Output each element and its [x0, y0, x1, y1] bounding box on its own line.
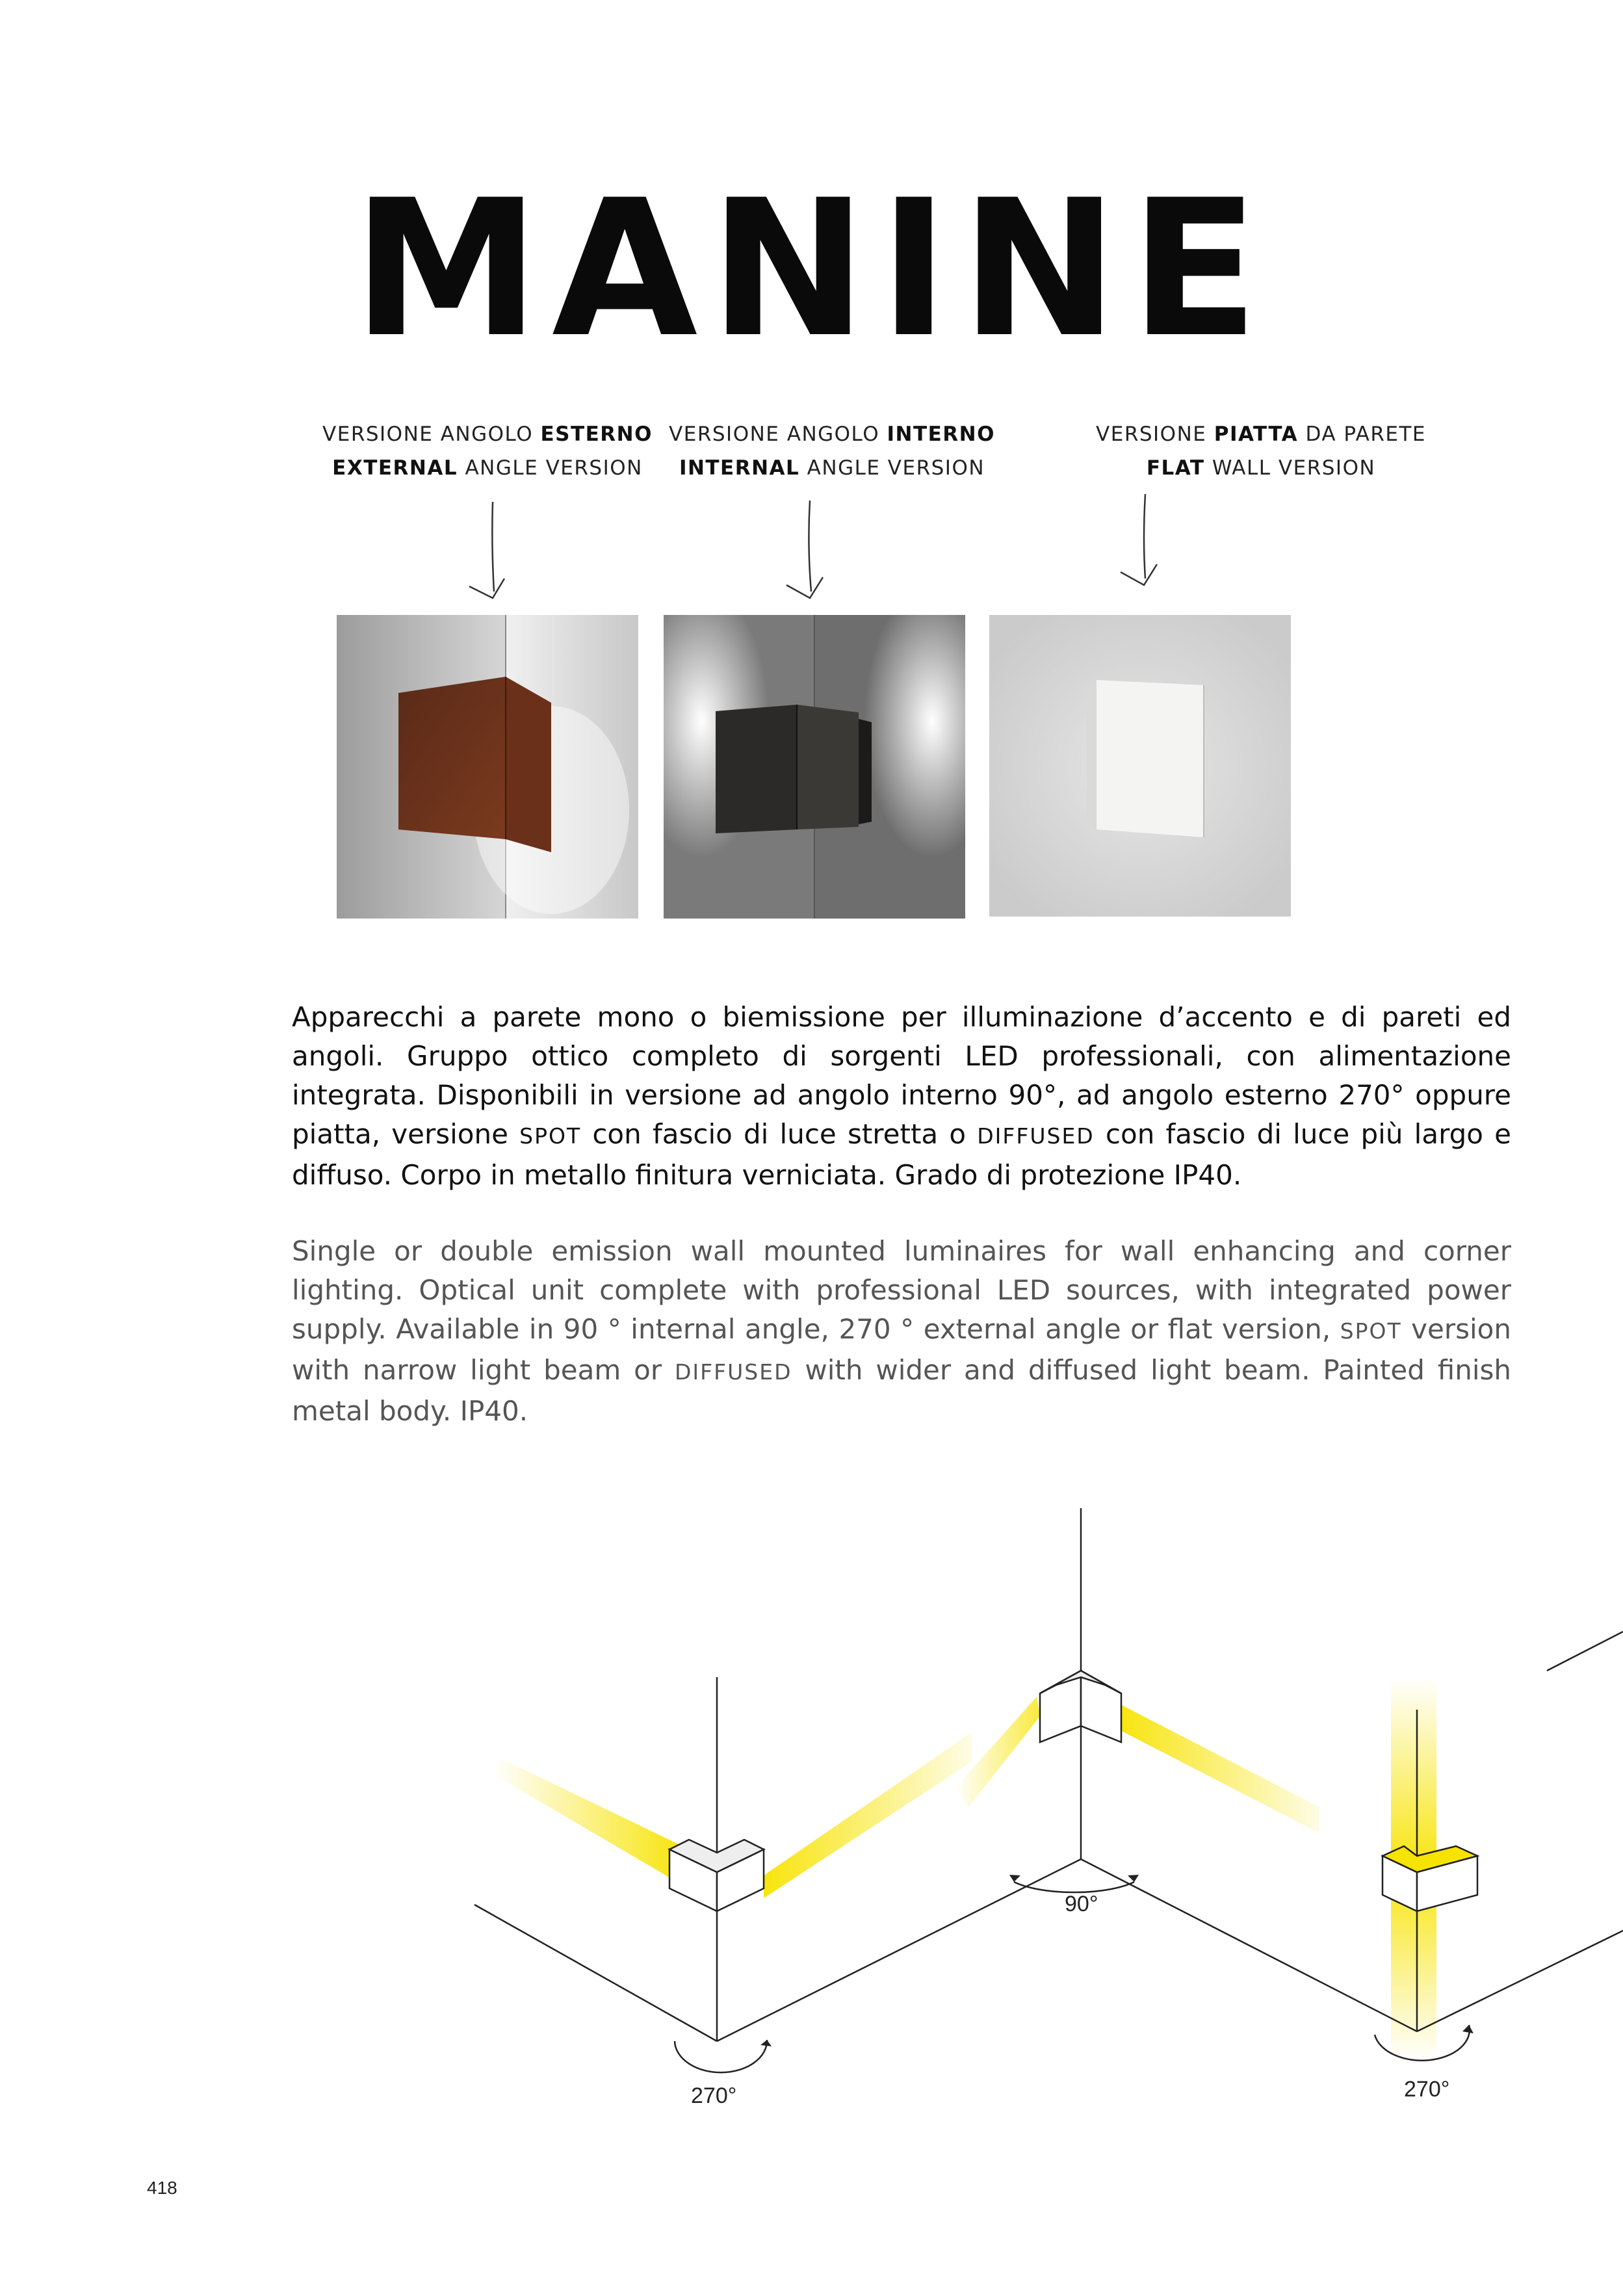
angle-label-center: 90°: [1065, 1892, 1098, 1916]
description-english: Single or double emission wall mounted luminaires for wall enhancing and corner lighting. Optical unit complete with professional LED sources, with integrated power supply. Available in 90 ° internal angle, 270 ° external angle or flat version, SPOT version with narrow light beam or DIFFUSED with wider and diffused light beam. Painted finish metal body. IP40.: [292, 1235, 1511, 1427]
light-beam: [1118, 1703, 1319, 1833]
angle-label-right: 270°: [1404, 2077, 1450, 2102]
installation-diagram: [0, 1482, 1623, 2158]
version-label-en: INTERNAL ANGLE VERSION: [679, 456, 985, 480]
arrow-down-icon: [455, 494, 526, 605]
version-label-flat: [1066, 417, 1456, 485]
arrow-down-icon: [773, 494, 845, 605]
page-title: MANINE: [352, 160, 1271, 379]
photo-external-angle: [337, 615, 638, 919]
description-italian: Apparecchi a parete mono o biemissione per illuminazione d’accento e di pareti ed angoli. Gruppo ottico completo di sorgenti LED professionali, con alimentazione integrata. Disponibili in versione ad angolo interno 90°, ad angolo esterno 270° oppure piatta, versione SPOT con fascio di luce stretta o DIFFUSED con fascio di luce più largo e diffuso. Corpo in metallo finitura verniciata. Grado di protezione IP40.: [292, 1001, 1511, 1191]
version-label-en: EXTERNAL ANGLE VERSION: [332, 456, 643, 480]
version-label-en: FLAT WALL VERSION: [1146, 456, 1376, 480]
angle-label-left: 270°: [691, 2083, 737, 2108]
light-beam: [764, 1732, 972, 1898]
version-label-internal: [656, 417, 1007, 485]
light-beam: [494, 1755, 682, 1885]
photo-flat-version: [989, 615, 1291, 917]
version-label-it: VERSIONE ANGOLO ESTERNO: [322, 423, 653, 446]
version-label-it: VERSIONE ANGOLO INTERNO: [669, 423, 995, 446]
version-label-external: [312, 417, 663, 485]
version-label-it: VERSIONE PIATTA DA PARETE: [1096, 423, 1426, 446]
page-number: 418: [147, 2178, 177, 2198]
arrow-down-icon: [1105, 488, 1176, 598]
photo-internal-angle: [664, 615, 965, 919]
